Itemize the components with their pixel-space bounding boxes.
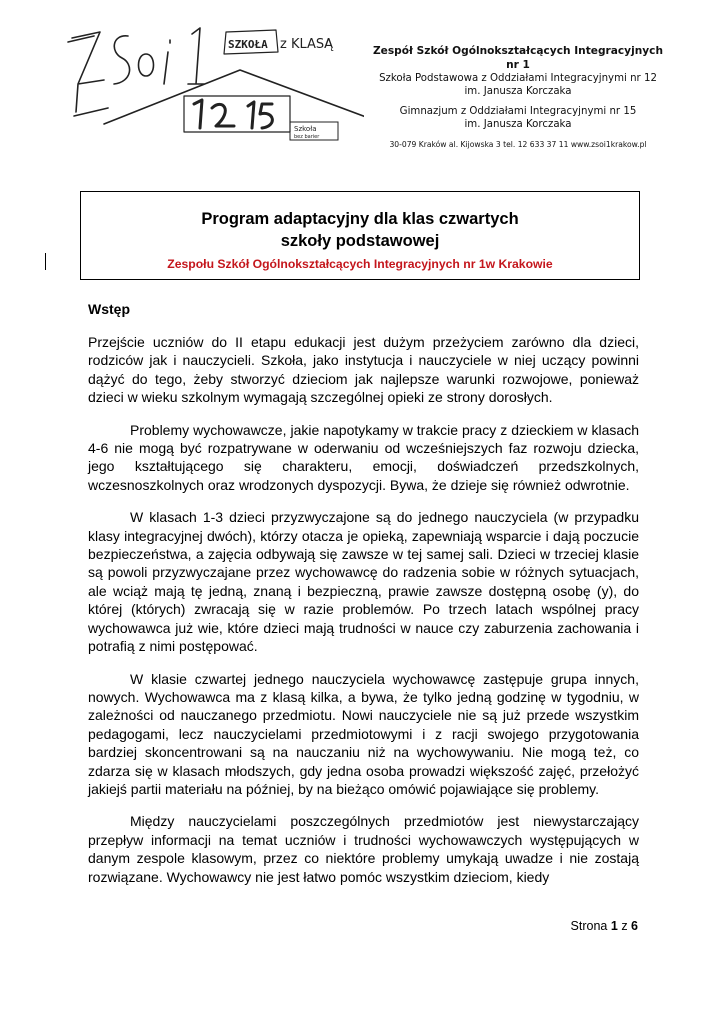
school-line: im. Janusza Korczaka (464, 119, 572, 130)
footer-total-pages: 6 (631, 919, 638, 933)
school-address: 30-079 Kraków al. Kijowska 3 tel. 12 633 37 11 www.zsoi1krakow.pl (389, 140, 647, 149)
paragraph: Między nauczycielami poszczególnych przedmiotów jest niewystarczający przepływ informacji na temat uczniów i trudności wychowawczych występujących w danym zespole klasowym, przez co niektóre problemy umykają uwadze i nie zostają rozwiązane. Wychowawcy nie jest łatwo pomóc wszystkim dzieciom, kiedy (88, 813, 639, 885)
document-body (88, 299, 639, 900)
footer-page-number: 1 (610, 919, 618, 933)
school-line: Gimnazjum z Oddziałami Integracyjnymi nr 15 (399, 106, 637, 117)
svg-text:bez barier: bez barier (294, 134, 320, 140)
text-cursor (45, 253, 46, 270)
section-heading: Wstęp (88, 301, 130, 317)
school-line: Szkoła Podstawowa z Oddziałami Integracyjnymi nr 12 (379, 73, 657, 84)
paragraph: W klasach 1-3 dzieci przyzwyczajone są do jednego nauczyciela (w przypadku klasy integracyjnej dwóch), którzy otacza je opieką, zapewniają wsparcie i dają poczucie bezpieczeństwa, a zajęcia odbywają się zawsze w tej samej sali. Dzieci w trzeciej klasie są powoli przyzwyczajane przez wychowawcę do radzenia sobie w różnych sytuacjach, ale wciąż mają tę jedną, znaną i bezpieczną, prawie zawsze dostępną osobę (y), do której (których) zwracają się w razie problemów. Po trzech latach wspólnej pracy wychowawca już wie, które dzieci mają trudności w nauce czy zaburzenia zachowania i potrafią z nimi postępować. (88, 509, 639, 655)
school-info (368, 44, 668, 150)
footer-of: z (621, 919, 628, 933)
paragraph: W klasie czwartej jednego nauczyciela wychowawcę zastępuje grupa innych, nowych. Wychowawca ma z klasą kilka, a bywa, że tylko jedną godzinę w tygodniu, w zależności od nauczanego przedmiotu. Nowi nauczyciele nie są już przede wszystkim pedagogami, lecz nauczycielami przedmiotowymi i z racji swojego przygotowania bardziej skoncentrowani są na nauczaniu niż na wychowywaniu. Nie mogą też, co zdarza się w klasach młodszych, gdy jedna osoba prowadzi większość zajęć, przełożyć jakiejś partii materiału na później, by na bieżąco omówić pojawiające się problemy. (88, 670, 639, 797)
svg-text:z KLASĄ: z KLASĄ (280, 37, 334, 52)
school-line: im. Janusza Korczaka (464, 86, 572, 97)
title-box (80, 191, 640, 280)
paragraph: Przejście uczniów do II etapu edukacji jest dużym przeżyciem zarówno dla dzieci, rodziców jak i nauczycieli. Szkoła, jako instytucja i nauczyciele w niej uczący powinni dążyć do tego, żeby stworzyć dzieciom jak najlepsze warunki rozwojowe, ponieważ dzieci w wieku szkolnym wymagają szczególnej opieki ze strony dorosłych. (88, 334, 639, 406)
page-footer (571, 919, 638, 933)
document-title: Program adaptacyjny dla klas czwartych (201, 210, 519, 228)
school-name: Zespół Szkół Ogólnokształcących Integracyjnych nr 1 (373, 45, 663, 71)
school-logo (64, 24, 364, 142)
footer-label: Strona (570, 919, 608, 933)
paragraph: Problemy wychowawcze, jakie napotykamy w trakcie pracy z dzieckiem w klasach 4-6 nie mogą być rozpatrywane w oderwaniu od wcześniejszych faz rozwoju dziecka, jego kształtującego się charakteru, emocji, doświadczeń przedszkolnych, wczesnoszkolnych oraz wrodzonych dyspozycji. Bywa, że dzieje się również odwrotnie. (88, 421, 639, 493)
svg-text:Szkoła: Szkoła (294, 125, 317, 133)
document-subtitle: Zespołu Szkół Ogólnokształcących Integracyjnych nr 1w Krakowie (167, 257, 553, 271)
logo-szkola-text: SZKOŁA (228, 38, 268, 51)
document-title-line2: szkoły podstawowej (280, 232, 440, 250)
